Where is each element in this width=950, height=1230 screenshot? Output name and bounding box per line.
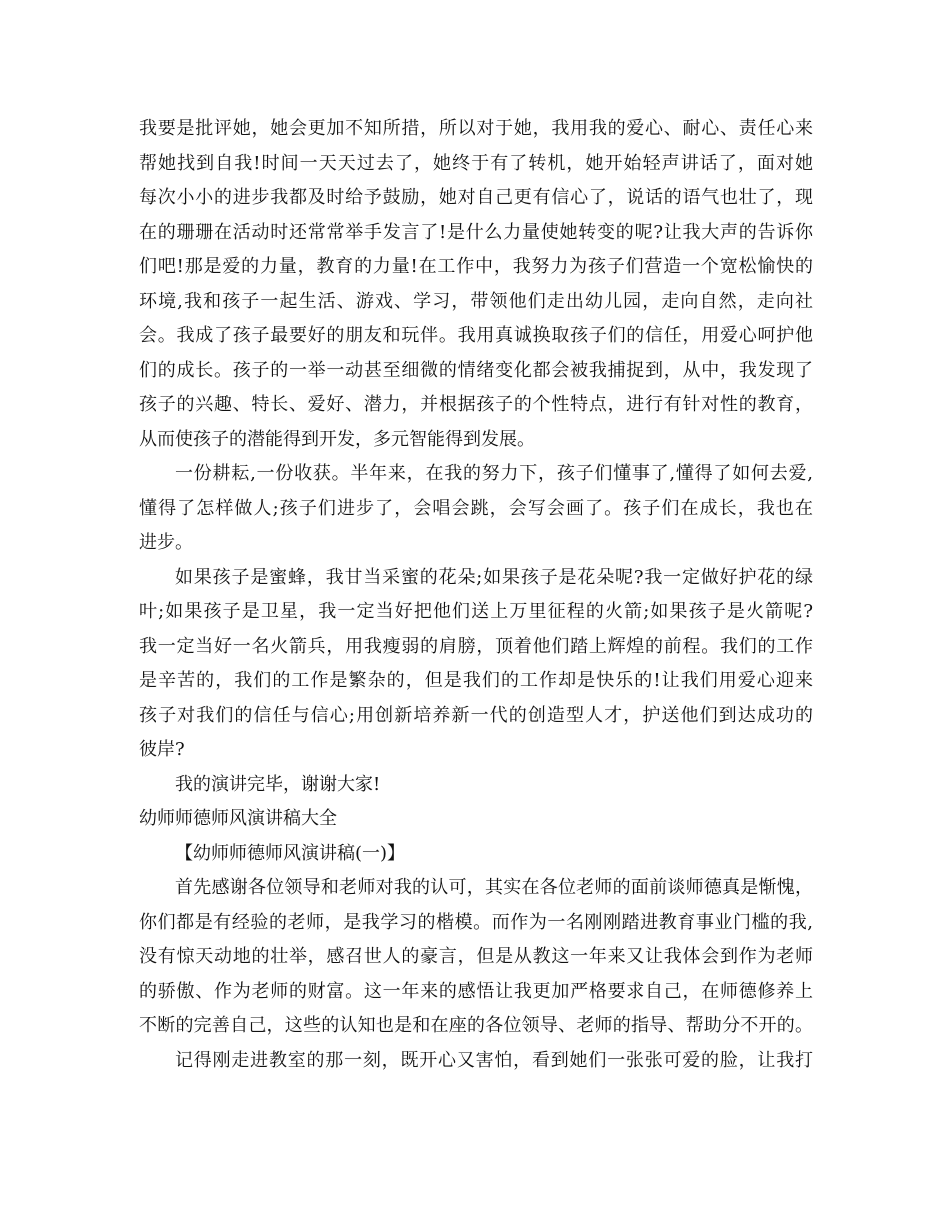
paragraph-start-line: 如果孩子是蜜蜂，我甘当采蜜的花朵;如果孩子是花朵呢?我一定做好护花的绿 (175, 566, 813, 588)
text-line: 我要是批评她，她会更加不知所措，所以对于她，我用我的爱心、耐心、责任心来 (139, 118, 813, 139)
text-line: 从而使孩子的潜能得到开发，多元智能得到发展。 (139, 428, 535, 450)
text-line: 叶;如果孩子是卫星，我一定当好把他们送上万里征程的火箭;如果孩子是火箭呢? (139, 601, 813, 622)
text-line: 是辛苦的，我们的工作是繁杂的，但是我们的工作却是快乐的!让我们用爱心迎来 (139, 670, 813, 691)
text-line: 每次小小的进步我都及时给予鼓励，她对自己更有信心了，说话的语气也壮了，现 (139, 187, 813, 208)
text-line: 会。我成了孩子最要好的朋友和玩伴。我用真诚换取孩子们的信任，用爱心呵护他 (139, 325, 813, 346)
text-line: 不断的完善自己，这些的认知也是和在座的各位领导、老师的指导、帮助分不开的。 (139, 1015, 813, 1036)
text-line: 你们都是有经验的老师，是我学习的楷模。而作为一名刚刚踏进教育事业门槛的我, (139, 911, 813, 933)
section-title: 幼师师德师风演讲稿大全 (139, 808, 337, 829)
text-line: 环境,我和孩子一起生活、游戏、学习，带领他们走出幼儿园，走向自然，走向社 (139, 290, 813, 312)
text-line: 懂得了怎样做人;孩子们进步了，会唱会跳，会写会画了。孩子们在成长，我也在 (139, 497, 813, 519)
paragraph-start-line: 一份耕耘,一份收获。半年来，在我的努力下，孩子们懂事了,懂得了如何去爱, (175, 463, 813, 484)
subsection-title: 【幼师师德师风演讲稿(一)】 (175, 842, 406, 864)
text-line: 孩子对我们的信任与信心;用创新培养新一代的创造型人才，护送他们到达成功的 (139, 704, 813, 726)
text-line: 在的珊珊在活动时还常常举手发言了!是什么力量使她转变的呢?让我大声的告诉你 (139, 221, 813, 243)
text-line: 们吧!那是爱的力量，教育的力量!在工作中，我努力为孩子们营造一个宽松愉快的 (139, 256, 813, 277)
text-line: 彼岸? (139, 739, 185, 760)
closing-line: 我的演讲完毕，谢谢大家! (175, 773, 381, 795)
text-line: 的骄傲、作为老师的财富。这一年来的感悟让我更加严格要求自己，在师德修养上 (139, 980, 813, 1002)
text-line: 进步。 (139, 532, 193, 553)
text-line: 帮她找到自我!时间一天天过去了，她终于有了转机，她开始轻声讲话了，面对她 (139, 152, 813, 174)
text-line: 孩子的兴趣、特长、爱好、潜力，并根据孩子的个性特点，进行有针对性的教育， (139, 394, 813, 415)
paragraph-start-line: 首先感谢各位领导和老师对我的认可，其实在各位老师的面前谈师德真是惭愧， (175, 877, 813, 898)
text-line: 没有惊天动地的壮举，感召世人的豪言，但是从教这一年来又让我体会到作为老师 (139, 946, 813, 967)
paragraph-start-line: 记得刚走进教室的那一刻，既开心又害怕，看到她们一张张可爱的脸，让我打 (175, 1049, 813, 1071)
text-line: 我一定当好一名火箭兵，用我瘦弱的肩膀，顶着他们踏上辉煌的前程。我们的工作 (139, 635, 813, 657)
text-line: 们的成长。孩子的一举一动甚至细微的情绪变化都会被我捕捉到，从中，我发现了 (139, 359, 813, 381)
document-body (139, 112, 813, 1078)
